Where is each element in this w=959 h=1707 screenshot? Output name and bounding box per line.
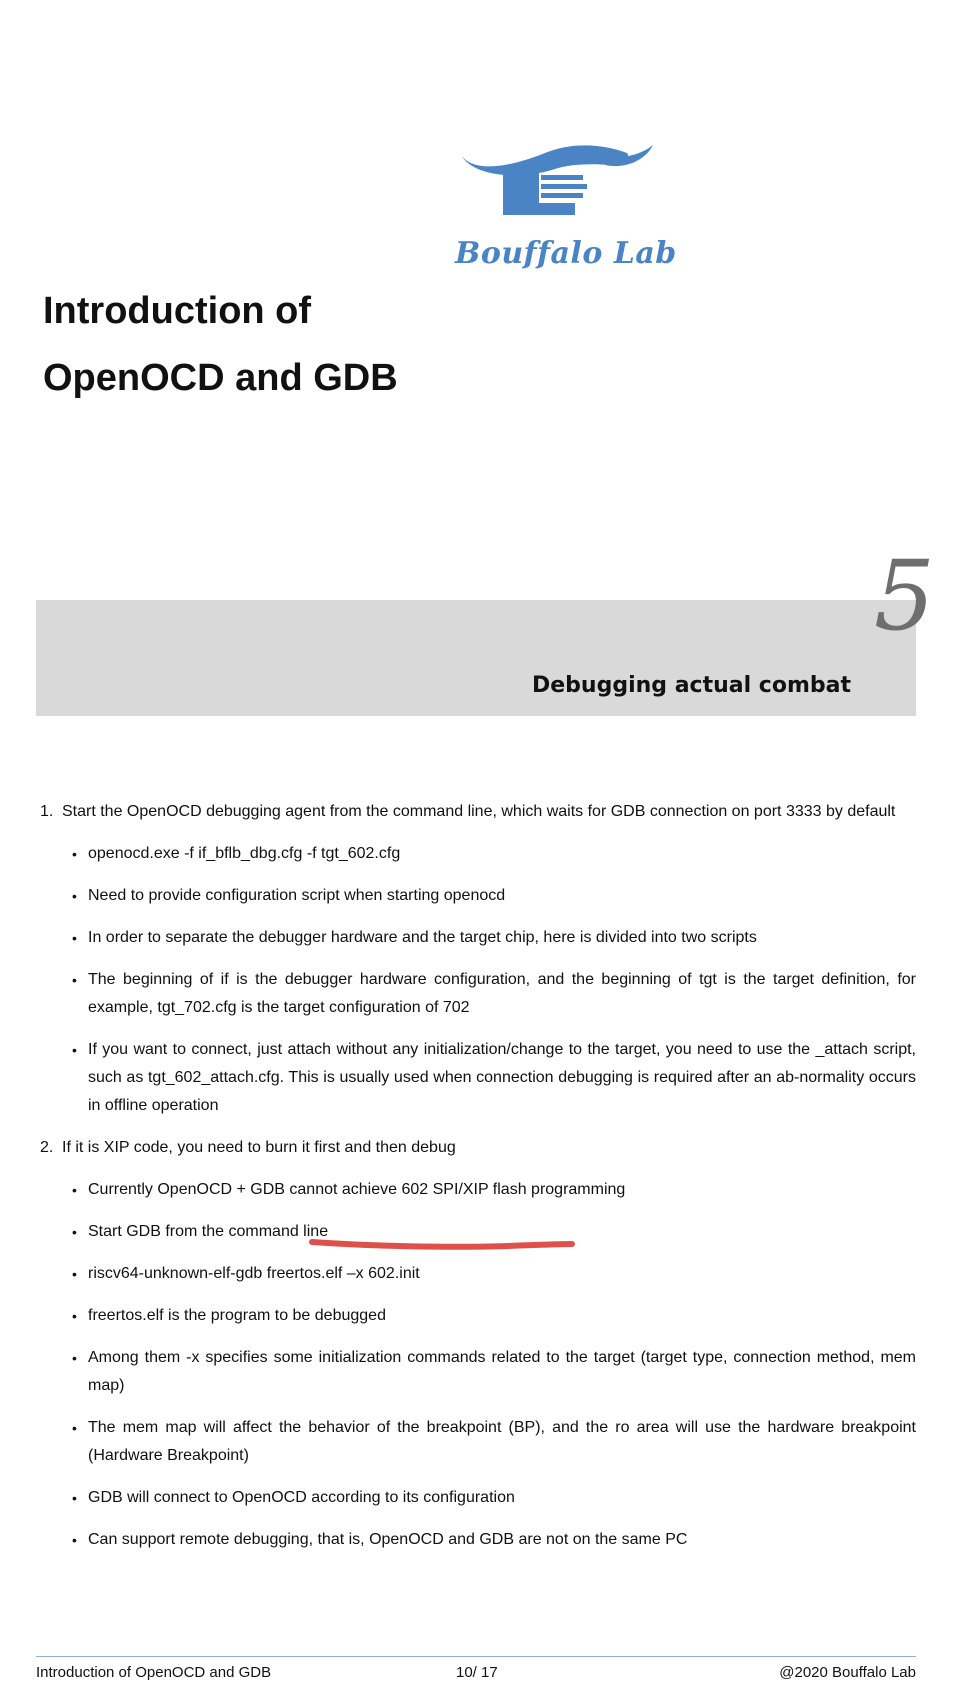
bullet-list-2 [40,1176,916,1554]
bullet-text: The mem map will affect the behavior of the breakpoint (BP), and the ro area will use the hardware breakpoint (Hardware Breakpoint) [88,1419,916,1464]
bullet-dot-icon: • [72,1224,77,1240]
list-item [40,1260,916,1288]
list-item [40,1036,916,1120]
list-item [40,1344,916,1400]
bullet-dot-icon: • [72,888,77,904]
bullet-list-1 [40,840,916,1120]
list-item [40,966,916,1022]
item-number: 1. [40,803,54,820]
list-item [40,1526,916,1554]
list-item [40,882,916,910]
list-item [40,840,916,868]
bullet-dot-icon: • [72,1350,77,1366]
bullet-text: riscv64-unknown-elf-gdb freertos.elf –x 602.init [88,1265,420,1282]
bullet-dot-icon: • [72,1532,77,1548]
bullet-text: In order to separate the debugger hardware and the target chip, here is divided into two scripts [88,929,757,946]
bull-head-icon [455,135,695,235]
logo-wordmark: Bouffalo Lab [455,236,677,271]
chapter-title: Debugging actual combat [532,673,851,698]
page-number: 10/ 17 [456,1664,498,1681]
title-line-2: OpenOCD and GDB [43,357,398,399]
numbered-item-1 [40,798,916,826]
item-text: If it is XIP code, you need to burn it first and then debug [62,1139,456,1156]
bullet-text: GDB will connect to OpenOCD according to its configuration [88,1489,515,1506]
chapter-number: 5 [873,540,935,652]
item-number: 2. [40,1139,54,1156]
bullet-dot-icon: • [72,846,77,862]
bullet-text: freertos.elf is the program to be debugged [88,1307,386,1324]
list-item [40,1484,916,1512]
numbered-item-2 [40,1134,916,1162]
bullet-text: Among them -x specifies some initialization commands related to the target (target type, connection method, mem map) [88,1349,916,1394]
bullet-dot-icon: • [72,930,77,946]
bullet-text: If you want to connect, just attach without any initialization/change to the target, you need to use the _attach script, such as tgt_602_attach.cfg. This is usually used when connection debugging is required after an ab-normality occurs in offline operation [88,1041,916,1114]
footer-doc-title: Introduction of OpenOCD and GDB [36,1664,272,1681]
chapter-content [40,798,916,1554]
bullet-dot-icon: • [72,1042,77,1058]
bullet-text: The beginning of if is the debugger hardware configuration, and the beginning of tgt is the target definition, for example, tgt_702.cfg is the target configuration of 702 [88,971,916,1016]
bullet-dot-icon: • [72,1490,77,1506]
title-line-1: Introduction of [43,290,312,332]
bullet-dot-icon: • [72,1420,77,1436]
list-item [40,1302,916,1330]
list-item [40,1414,916,1470]
bullet-text: Need to provide configuration script when starting openocd [88,887,506,904]
footer-rule [36,1656,916,1657]
bullet-dot-icon: • [72,972,77,988]
bullet-text: Start GDB from the command line [88,1223,329,1240]
item-text: Start the OpenOCD debugging agent from the command line, which waits for GDB connection on port 3333 by default [62,803,896,820]
chapter-banner [36,600,916,716]
list-item [40,1176,916,1204]
list-item [40,924,916,952]
bullet-text: Currently OpenOCD + GDB cannot achieve 602 SPI/XIP flash programming [88,1181,626,1198]
document-title [43,278,398,412]
bullet-text: Can support remote debugging, that is, OpenOCD and GDB are not on the same PC [88,1531,688,1548]
footer-copyright: @2020 Bouffalo Lab [779,1664,916,1681]
bullet-dot-icon: • [72,1308,77,1324]
bullet-text: openocd.exe -f if_bflb_dbg.cfg -f tgt_602.cfg [88,845,401,862]
bullet-dot-icon: • [72,1266,77,1282]
bullet-dot-icon: • [72,1182,77,1198]
red-underline-annotation [308,1234,578,1254]
